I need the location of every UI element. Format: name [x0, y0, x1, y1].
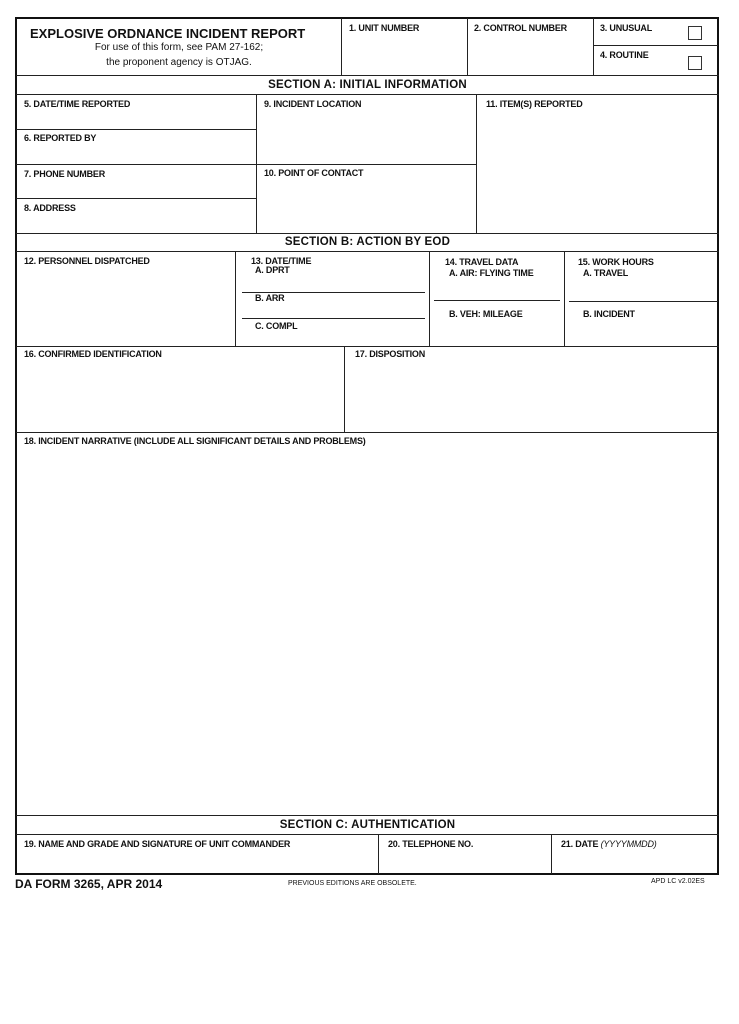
- address-field[interactable]: [17, 215, 255, 232]
- form-subtitle-line2: the proponent agency is OTJAG.: [106, 57, 252, 68]
- date-time-label: 13. DATE/TIME: [251, 256, 312, 266]
- point-of-contact-field[interactable]: [257, 180, 475, 232]
- form-subtitle-line1: For use of this form, see PAM 27-162;: [94, 42, 264, 53]
- phone-number-field[interactable]: [17, 181, 255, 197]
- veh-mileage-field[interactable]: [434, 321, 559, 345]
- control-number-label: 2. CONTROL NUMBER: [474, 23, 567, 33]
- incident-location-field[interactable]: [257, 111, 475, 163]
- date-time-reported-label: 5. DATE/TIME REPORTED: [24, 99, 131, 109]
- section-b-heading: SECTION B: ACTION BY EOD: [284, 236, 451, 248]
- date-format-hint: (YYYYMMDD): [600, 839, 657, 849]
- date-field[interactable]: [552, 851, 718, 873]
- disposition-label: 17. DISPOSITION: [355, 349, 426, 359]
- personnel-dispatched-label: 12. PERSONNEL DISPATCHED: [24, 256, 150, 266]
- section-c-heading: SECTION C: AUTHENTICATION: [279, 819, 456, 831]
- dprt-label: A. DPRT: [255, 265, 290, 275]
- control-number-field[interactable]: [468, 36, 592, 74]
- unit-number-field[interactable]: [342, 36, 466, 74]
- reported-by-label: 6. REPORTED BY: [24, 133, 97, 143]
- incident-hours-label: B. INCIDENT: [583, 309, 635, 319]
- items-reported-label: 11. ITEM(S) REPORTED: [486, 99, 583, 109]
- dprt-field[interactable]: [242, 276, 424, 291]
- address-label: 8. ADDRESS: [24, 203, 76, 213]
- unusual-checkbox[interactable]: [688, 26, 702, 40]
- routine-checkbox[interactable]: [688, 56, 702, 70]
- phone-number-label: 7. PHONE NUMBER: [24, 169, 106, 179]
- form-title: EXPLOSIVE ORDNANCE INCIDENT REPORT: [30, 26, 306, 41]
- date-time-reported-field[interactable]: [17, 111, 255, 128]
- personnel-dispatched-field[interactable]: [17, 268, 234, 345]
- travel-data-label: 14. TRAVEL DATA: [445, 257, 519, 267]
- version-label: APD LC v2.02ES: [651, 878, 705, 885]
- air-flying-time-field[interactable]: [434, 280, 559, 299]
- routine-label: 4. ROUTINE: [600, 50, 649, 60]
- confirmed-identification-field[interactable]: [17, 361, 343, 431]
- veh-mileage-label: B. VEH: MILEAGE: [449, 309, 523, 319]
- date-label-text: 21. DATE: [561, 839, 599, 849]
- section-a-heading: SECTION A: INITIAL INFORMATION: [268, 79, 467, 91]
- point-of-contact-label: 10. POINT OF CONTACT: [264, 168, 364, 178]
- telephone-field[interactable]: [379, 851, 550, 873]
- date-label: [561, 839, 657, 849]
- confirmed-identification-label: 16. CONFIRMED IDENTIFICATION: [24, 349, 162, 359]
- arr-field[interactable]: [242, 303, 424, 317]
- reported-by-field[interactable]: [17, 145, 255, 163]
- telephone-label: 20. TELEPHONE NO.: [388, 839, 474, 849]
- air-flying-time-label: A. AIR: FLYING TIME: [449, 268, 534, 278]
- incident-narrative-label: 18. INCIDENT NARRATIVE (INCLUDE ALL SIGNIFICANT DETAILS AND PROBLEMS): [24, 436, 366, 446]
- arr-label: B. ARR: [255, 293, 285, 303]
- work-hours-label: 15. WORK HOURS: [578, 257, 654, 267]
- unusual-label: 3. UNUSUAL: [600, 23, 653, 33]
- incident-narrative-field[interactable]: [17, 448, 717, 814]
- previous-editions-note: PREVIOUS EDITIONS ARE OBSOLETE.: [288, 880, 417, 887]
- travel-hours-label: A. TRAVEL: [583, 268, 629, 278]
- commander-label: 19. NAME AND GRADE AND SIGNATURE OF UNIT COMMANDER: [24, 839, 291, 849]
- unit-number-label: 1. UNIT NUMBER: [349, 23, 420, 33]
- compl-field[interactable]: [242, 331, 424, 345]
- compl-label: C. COMPL: [255, 321, 298, 331]
- items-reported-field[interactable]: [477, 111, 718, 232]
- commander-field[interactable]: [17, 851, 377, 873]
- disposition-field[interactable]: [345, 361, 717, 431]
- incident-location-label: 9. INCIDENT LOCATION: [264, 99, 362, 109]
- travel-hours-field[interactable]: [569, 280, 717, 300]
- form-number: DA FORM 3265, APR 2014: [15, 877, 163, 891]
- incident-hours-field[interactable]: [569, 321, 717, 345]
